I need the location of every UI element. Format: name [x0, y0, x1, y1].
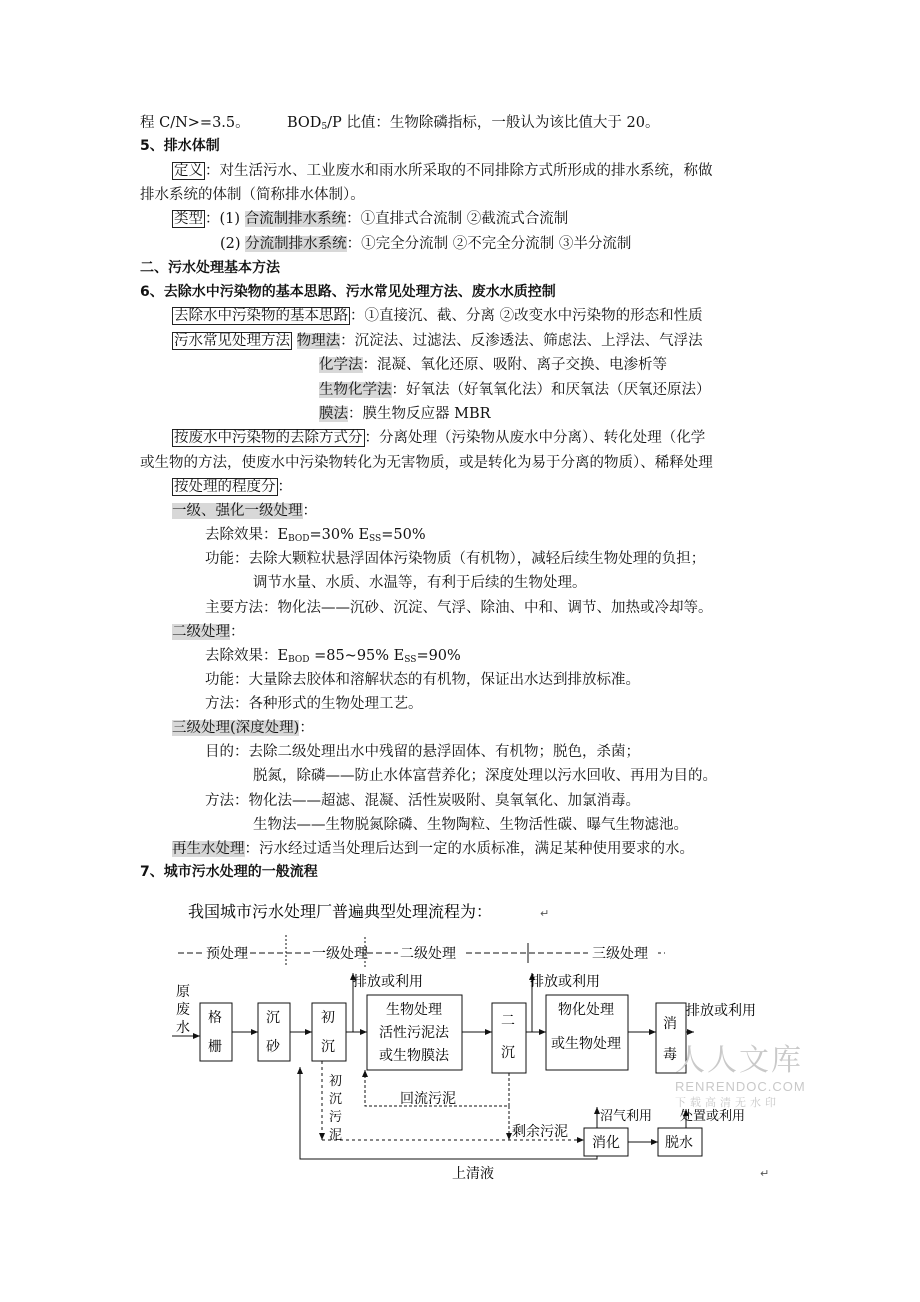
by-removal-line-2: 或生物的方法，使废水中污染物转化为无害物质，或是转化为易于分离的物质）、稀释处理	[140, 455, 713, 471]
grit-char: 砂	[266, 1038, 280, 1054]
definition-line: 定义 ：对生活污水、工业废水和雨水所采取的不同排除方式所形成的排水系统，称做	[174, 163, 713, 179]
level1-title-line: 一级、强化一级处理：	[172, 503, 317, 519]
stage-label-pre: 预处理	[206, 945, 248, 961]
bio-line: 生物处理	[386, 1001, 442, 1017]
flow-title: 我国城市污水处理厂普遍典型处理流程为：	[188, 904, 493, 921]
by-degree-label: 按处理的程度分	[174, 479, 276, 495]
chemical-method: 化学法	[319, 357, 363, 373]
watermark-en: RENRENDOC.COM	[675, 1079, 806, 1094]
reuse-line: 再生水处理：污水经过适当处理后达到一定的水质标准，满足某种使用要求的水。	[172, 841, 694, 857]
return-mark: ↵	[540, 908, 550, 920]
section-2-heading: 二、污水处理基本方法	[140, 260, 280, 276]
disposal-label: 处置或利用	[680, 1108, 746, 1123]
disinfection-char: 毒	[663, 1046, 677, 1062]
primary-char: 初	[321, 1009, 335, 1025]
secondary-char: 沉	[501, 1044, 515, 1060]
by-degree-line: 按处理的程度分 ：	[174, 479, 292, 495]
discharge-label-3: 排放或利用	[686, 1002, 756, 1018]
physical-method: 物理法	[296, 333, 341, 349]
phys-line: 或生物处理	[551, 1035, 621, 1051]
watermark-cn: 人人文库	[675, 1043, 803, 1078]
watermark	[675, 1035, 806, 1110]
return-sludge-label: 回流污泥	[400, 1090, 456, 1106]
primary-char: 沉	[321, 1038, 335, 1054]
level2-title-line: 二级处理：	[172, 624, 245, 640]
level3-title: 三级处理(深度处理)	[172, 720, 300, 736]
combined-system: 合流制排水系统	[244, 211, 347, 227]
level1-title: 一级、强化一级处理	[172, 503, 303, 519]
level3-aim-2: 脱氮，除磷——防止水体富营养化；深度处理以污水回收、再用为目的。	[253, 768, 717, 784]
level3-aim: 目的：去除二级处理出水中残留的悬浮固体、有机物；脱色，杀菌；	[205, 744, 640, 760]
return-mark: ↵	[760, 1168, 770, 1180]
grille-char: 栅	[208, 1038, 222, 1054]
level1-function: 功能：去除大颗粒状悬浮固体污染物质（有机物），减轻后续生物处理的负担；	[205, 551, 706, 567]
types-line-1: 类型 ：(1) 合流制排水系统：①直排式合流制 ②截流式合流制	[174, 211, 569, 227]
discharge-label-1: 排放或利用	[353, 973, 423, 989]
stage-label-primary: 一级处理	[312, 945, 368, 961]
heading-7: 7、城市污水处理的一般流程	[140, 864, 318, 880]
heading-6: 6、去除水中污染物的基本思路、污水常见处理方法、废水水质控制	[140, 284, 556, 300]
phys-line: 物化处理	[558, 1001, 614, 1017]
heading-5: 5、排水体制	[140, 138, 220, 154]
digestion-label: 消化	[592, 1134, 620, 1150]
membrane-method: 膜法	[319, 406, 348, 422]
level3-title-line: 三级处理(深度处理)：	[172, 720, 314, 736]
reuse-title: 再生水处理	[172, 841, 245, 857]
grille-char: 格	[208, 1009, 222, 1025]
methods-line-2: 化学法：混凝、氧化还原、吸附、离子交换、电渗析等	[319, 357, 667, 373]
raw-water-char: 废	[176, 1001, 190, 1017]
level2-effect: 去除效果：$E_{BOD}$ =85~95% $E_{SS}=90\%$	[205, 648, 461, 665]
by-removal-label: 按废水中污染物的去除方式分	[174, 430, 363, 446]
methods-line-1: 污水常见处理方法 物理法：沉淀法、过滤法、反渗透法、筛虑法、上浮法、气浮法	[174, 333, 703, 349]
primary-sludge-char: 污	[329, 1109, 343, 1124]
discharge-label-2: 排放或利用	[530, 973, 600, 989]
bio-line: 或生物膜法	[379, 1047, 449, 1063]
secondary-char: 二	[501, 1012, 515, 1028]
supernatant-label: 上清液	[452, 1165, 494, 1181]
primary-sludge-char: 初	[329, 1073, 343, 1088]
types-line-2: (2) 分流制排水系统：①完全分流制 ②不完全分流制 ③半分流制	[220, 236, 632, 252]
methods-label: 污水常见处理方法	[174, 333, 290, 349]
text-line-bod-p: $BOD_5/P$ 比值：生物除磷指标，一般认为该比值大于 20。	[287, 115, 660, 132]
methods-line-3: 生物化学法：好氧法（好氧氧化法）和厌氧法（厌氧还原法）	[319, 382, 711, 398]
basic-idea-label: 去除水中污染物的基本思路	[174, 308, 348, 324]
primary-sludge-char: 泥	[329, 1127, 343, 1142]
dewatering-label: 脱水	[665, 1134, 693, 1150]
level3-method-2: 生物法——生物脱氮除磷、生物陶粒、生物活性碳、曝气生物滤池。	[253, 817, 688, 833]
level1-main-methods: 主要方法：物化法——沉砂、沉淀、气浮、除油、中和、调节、加热或冷却等。	[205, 600, 713, 616]
by-removal-line: 按废水中污染物的去除方式分 ：分离处理（污染物从废水中分离）、转化处理（化学	[174, 430, 706, 446]
level1-function-2: 调节水量、水质、水温等，有利于后续的生物处理。	[253, 575, 587, 591]
level2-function: 功能：大量除去胶体和溶解状态的有机物，保证出水达到排放标准。	[205, 672, 640, 688]
grit-char: 沉	[266, 1009, 280, 1025]
stage-label-tertiary: 三级处理	[592, 945, 648, 961]
types-label: 类型	[174, 211, 203, 227]
definition-label: 定义	[174, 163, 203, 179]
level2-title: 二级处理	[172, 624, 230, 640]
bio-line: 活性污泥法	[379, 1024, 449, 1040]
definition-line-2: 排水系统的体制（简称排水体制）。	[140, 187, 365, 203]
biogas-label: 沼气利用	[600, 1108, 653, 1123]
level2-method: 方法：各种形式的生物处理工艺。	[205, 696, 423, 712]
basic-idea-line: 去除水中污染物的基本思路 ：①直接沉、截、分离 ②改变水中污染物的形态和性质	[174, 308, 703, 324]
raw-water-char: 水	[176, 1019, 190, 1035]
stage-label-secondary: 二级处理	[400, 945, 456, 961]
primary-sludge-char: 沉	[329, 1091, 343, 1106]
biochemical-method: 生物化学法	[319, 382, 392, 398]
text-line-cn-ratio: 程 C/N>=3.5。	[140, 115, 250, 131]
separate-system: 分流制排水系统	[245, 236, 347, 252]
level1-effect: 去除效果：$E_{BOD}=30\%$ $E_{SS}=50\%$	[205, 527, 426, 544]
raw-water-char: 原	[176, 983, 190, 999]
watermark-sub: 下载高清无水印	[675, 1097, 780, 1109]
disinfection-char: 消	[663, 1015, 677, 1031]
level3-method: 方法：物化法——超滤、混凝、活性炭吸附、臭氧氧化、加氯消毒。	[205, 793, 640, 809]
excess-sludge-label: 剩余污泥	[512, 1123, 568, 1139]
methods-line-4: 膜法：膜生物反应器 MBR	[319, 406, 491, 422]
